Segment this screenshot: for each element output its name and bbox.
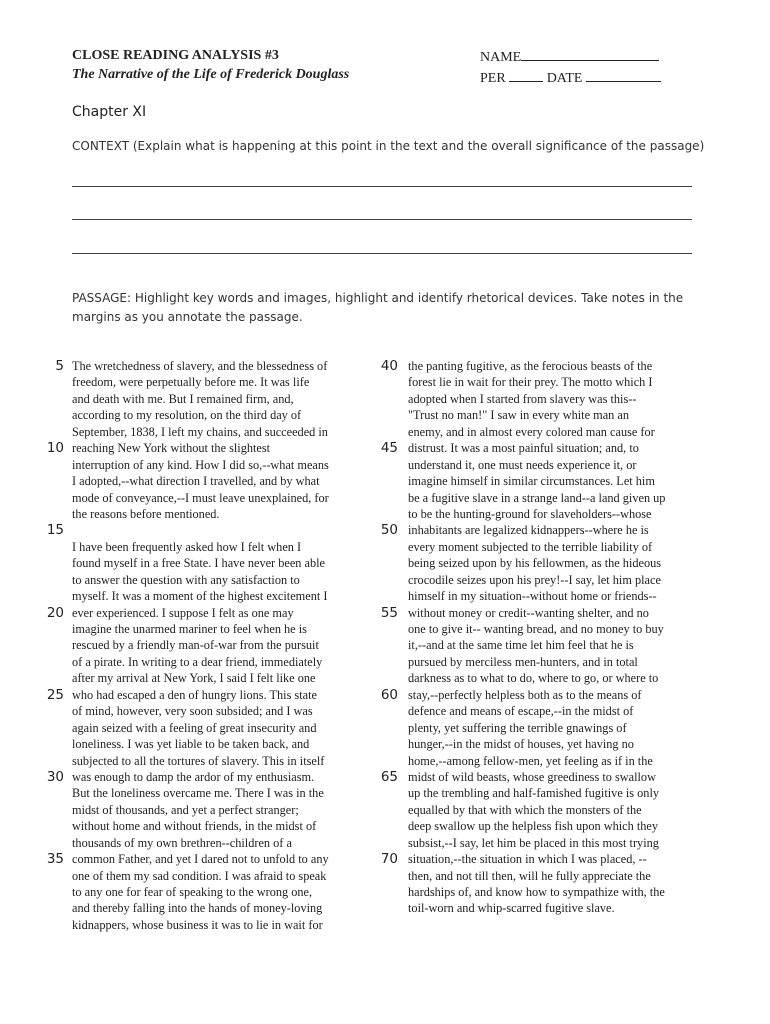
context-answer-line-3[interactable] xyxy=(72,253,692,254)
passage-line: crocodile seizes upon his prey!--I say, let him place xyxy=(408,572,661,587)
student-info-block xyxy=(480,46,661,88)
passage-line: found myself in a free State. I have never been able xyxy=(72,556,325,571)
passage-line: reaching New York without the slightest xyxy=(72,441,271,456)
passage-line: after my arrival at New York, I said I felt like one xyxy=(72,671,316,686)
period-date-row xyxy=(480,67,661,88)
date-label: DATE xyxy=(546,71,583,86)
line-number xyxy=(36,457,64,473)
passage-line: ever experienced. I suppose I felt as one may xyxy=(72,605,294,620)
passage-line: of a pirate. In writing to a dear friend, immediately xyxy=(72,654,323,669)
passage-line: common Father, and yet I dared not to unfold to any xyxy=(72,852,329,867)
line-number xyxy=(36,407,64,423)
line-number: 5 xyxy=(55,358,64,374)
line-number: 65 xyxy=(380,768,398,785)
line-number xyxy=(368,802,398,818)
passage-line: midst of wild beasts, whose greediness to swallow xyxy=(408,769,656,784)
passage-line: one of them my sad condition. I was afraid to speak xyxy=(72,868,327,883)
passage-line: subsist,--I say, let him be placed in this most trying xyxy=(408,835,659,850)
passage-instructions: PASSAGE: Highlight key words and images, highlight and identify rhetorical devices. Take notes in the margins as you annotate the passage. xyxy=(72,291,684,324)
line-number xyxy=(36,835,64,851)
passage-line: interruption of any kind. How I did so,--what means xyxy=(72,457,329,472)
passage-line: "Trust no man!" I saw in every white man an xyxy=(408,408,629,423)
passage-line: without home and without friends, in the midst of xyxy=(72,819,317,834)
line-number: 25 xyxy=(46,686,64,703)
line-number xyxy=(368,424,398,440)
passage-line: it,--and at the same time let him feel that he is xyxy=(408,638,634,653)
worksheet-title: CLOSE READING ANALYSIS #3 xyxy=(72,48,279,63)
line-number xyxy=(36,572,64,588)
passage-line: subjected to all the tortures of slavery. This in itself xyxy=(72,753,325,768)
line-number xyxy=(368,720,398,736)
passage-column-left xyxy=(72,358,372,933)
line-numbers-left xyxy=(36,358,64,933)
line-number: 30 xyxy=(46,768,64,785)
line-number: 10 xyxy=(46,440,64,457)
line-number: 40 xyxy=(380,358,398,374)
passage-line: defence and means of escape,--in the midst of xyxy=(408,704,634,719)
line-number xyxy=(368,473,398,489)
line-number: 20 xyxy=(46,604,64,621)
line-number xyxy=(36,670,64,686)
line-number xyxy=(36,621,64,637)
passage-line: imagine himself in similar circumstances. Let him xyxy=(408,474,655,489)
passage-line: equalled by that with which the monsters of the xyxy=(408,802,642,817)
passage-line: according to my resolution, on the third day of xyxy=(72,408,302,423)
passage-line: adopted when I started from slavery was this-- xyxy=(408,391,637,406)
per-label: PER xyxy=(480,71,506,86)
passage-line: again seized with a feeling of great insecurity and xyxy=(72,720,317,735)
line-number: 45 xyxy=(380,440,398,457)
line-number xyxy=(368,539,398,555)
passage-line: to be the hunting-ground for slaveholders--whose xyxy=(408,506,652,521)
passage-line: pursued by merciless men-hunters, and in total xyxy=(408,654,638,669)
passage-line: then, and not till then, will he fully appreciate the xyxy=(408,868,651,883)
book-title: The Narrative of the Life of Frederick Douglass xyxy=(72,67,350,82)
line-number: 50 xyxy=(380,522,398,539)
line-number xyxy=(36,539,64,555)
line-number xyxy=(368,654,398,670)
passage-line: stay,--perfectly helpless both as to the means of xyxy=(408,687,642,702)
line-number xyxy=(368,457,398,473)
line-number xyxy=(368,884,398,900)
per-field[interactable] xyxy=(509,67,543,82)
line-number xyxy=(368,374,398,390)
passage-line: I adopted,--what direction I travelled, and by what xyxy=(72,474,320,489)
date-field[interactable] xyxy=(586,67,661,82)
line-number xyxy=(36,736,64,752)
line-number xyxy=(368,407,398,423)
line-number: 60 xyxy=(380,686,398,703)
passage-line: himself in my situation--without home or friends-- xyxy=(408,589,657,604)
line-number xyxy=(368,703,398,719)
passage-line: September, 1838, I left my chains, and succeeded in xyxy=(72,424,328,439)
line-number xyxy=(36,374,64,390)
passage-line: and thereby falling into the hands of money-loving xyxy=(72,901,323,916)
passage-line: myself. It was a moment of the highest excitement I xyxy=(72,589,328,604)
passage-line: distrust. It was a most painful situation; and, to xyxy=(408,441,639,456)
line-number xyxy=(36,884,64,900)
line-number xyxy=(36,802,64,818)
line-number: 70 xyxy=(380,851,398,868)
passage-line: was enough to damp the ardor of my enthusiasm. xyxy=(72,769,315,784)
line-number xyxy=(36,391,64,407)
passage-line: kidnappers, whose business it was to lie in wait for xyxy=(72,917,323,932)
passage-line: one to give it-- wanting bread, and no money to buy xyxy=(408,622,664,636)
name-field[interactable] xyxy=(521,46,659,61)
passage-line: of mind, however, very soon subsided; and I was xyxy=(72,704,313,719)
passage-line: rescued by a friendly man-of-war from the pursuit xyxy=(72,638,319,653)
passage-line: midst of thousands, and yet a perfect stranger; xyxy=(72,802,299,817)
line-number xyxy=(368,835,398,851)
line-number xyxy=(36,703,64,719)
passage-line: hunger,--in the midst of houses, yet having no xyxy=(408,737,634,752)
line-number xyxy=(368,736,398,752)
passage-line: forest lie in wait for their prey. The motto which I xyxy=(408,375,653,390)
passage-line: understand it, one must needs experience it, or xyxy=(408,457,637,472)
passage-line: But the loneliness overcame me. There I was in the xyxy=(72,786,324,801)
line-number xyxy=(36,473,64,489)
passage-line: toil-worn and whip-scarred fugitive slave. xyxy=(408,901,615,916)
passage-line: being seized upon by his fellowmen, as the hideous xyxy=(408,556,662,571)
passage-line: every moment subjected to the terrible liability of xyxy=(408,539,653,554)
line-number xyxy=(36,917,64,933)
context-prompt: CONTEXT (Explain what is happening at this point in the text and the overall significance of the passage) xyxy=(72,139,705,153)
passage-line: be a fugitive slave in a strange land--a land given up xyxy=(408,490,666,505)
line-number xyxy=(368,588,398,604)
passage-line: up the trembling and half-famished fugitive is only xyxy=(408,786,660,801)
header-block xyxy=(72,46,349,84)
context-answer-line-2[interactable] xyxy=(72,219,692,220)
name-label: NAME xyxy=(480,50,522,65)
passage-line: darkness as to what to do, where to go, or where to xyxy=(408,671,659,686)
passage-line xyxy=(72,522,372,538)
line-number xyxy=(368,868,398,884)
line-number: 15 xyxy=(46,522,64,539)
passage-line: enemy, and in almost every colored man cause for xyxy=(408,424,655,439)
line-number xyxy=(368,637,398,653)
line-number xyxy=(368,555,398,571)
context-answer-line-1[interactable] xyxy=(72,186,692,187)
passage-line: home,--among fellow-men, yet feeling as if in the xyxy=(408,753,653,768)
passage-line: deep swallow up the helpless fish upon which they xyxy=(408,819,658,834)
passage-line: The wretchedness of slavery, and the blessedness of xyxy=(72,359,328,373)
line-number xyxy=(368,785,398,801)
passage-line: who had escaped a den of hungry lions. This state xyxy=(72,687,317,702)
line-number xyxy=(36,424,64,440)
passage-line: the reasons before mentioned. xyxy=(72,506,220,521)
line-number: 35 xyxy=(46,851,64,868)
passage-column-right xyxy=(408,358,706,917)
passage-line: the panting fugitive, as the ferocious beasts of the xyxy=(408,359,653,373)
line-number xyxy=(368,621,398,637)
passage-line: to answer the question with any satisfaction to xyxy=(72,572,300,587)
line-numbers-right xyxy=(368,358,398,917)
line-number xyxy=(36,555,64,571)
passage-line: to any one for fear of speaking to the wrong one, xyxy=(72,885,313,899)
passage-line: situation,--the situation in which I was placed, -- xyxy=(408,852,647,867)
name-row xyxy=(480,46,661,67)
line-number xyxy=(36,637,64,653)
line-number xyxy=(368,900,398,916)
chapter-heading: Chapter XI xyxy=(72,104,147,120)
line-number xyxy=(368,572,398,588)
passage-line: without money or credit--wanting shelter, and no xyxy=(408,605,649,620)
line-number xyxy=(36,753,64,769)
line-number xyxy=(368,753,398,769)
line-number xyxy=(368,391,398,407)
line-number xyxy=(368,670,398,686)
line-number xyxy=(36,785,64,801)
passage-line: I have been frequently asked how I felt when I xyxy=(72,539,302,554)
passage-line: thousands of my own brethren--children of a xyxy=(72,835,292,850)
passage-line: freedom, were perpetually before me. It was life xyxy=(72,375,310,390)
passage-line: plenty, yet suffering the terrible gnawings of xyxy=(408,720,627,735)
line-number xyxy=(36,506,64,522)
passage-line: mode of conveyance,--I must leave unexplained, for xyxy=(72,490,329,505)
line-number xyxy=(36,818,64,834)
line-number xyxy=(36,868,64,884)
passage-line: and death with me. But I remained firm, and, xyxy=(72,391,294,406)
line-number xyxy=(36,720,64,736)
line-number xyxy=(368,818,398,834)
passage-line: imagine the unarmed mariner to feel when he is xyxy=(72,622,307,636)
line-number xyxy=(36,900,64,916)
line-number xyxy=(36,588,64,604)
passage-line: loneliness. I was yet liable to be taken back, and xyxy=(72,737,310,752)
line-number: 55 xyxy=(380,604,398,621)
passage-line: inhabitants are legalized kidnappers--where he is xyxy=(408,523,649,538)
passage-line: hardships of, and know how to sympathize with, the xyxy=(408,885,665,899)
line-number xyxy=(36,490,64,506)
line-number xyxy=(368,490,398,506)
line-number xyxy=(36,654,64,670)
line-number xyxy=(368,506,398,522)
